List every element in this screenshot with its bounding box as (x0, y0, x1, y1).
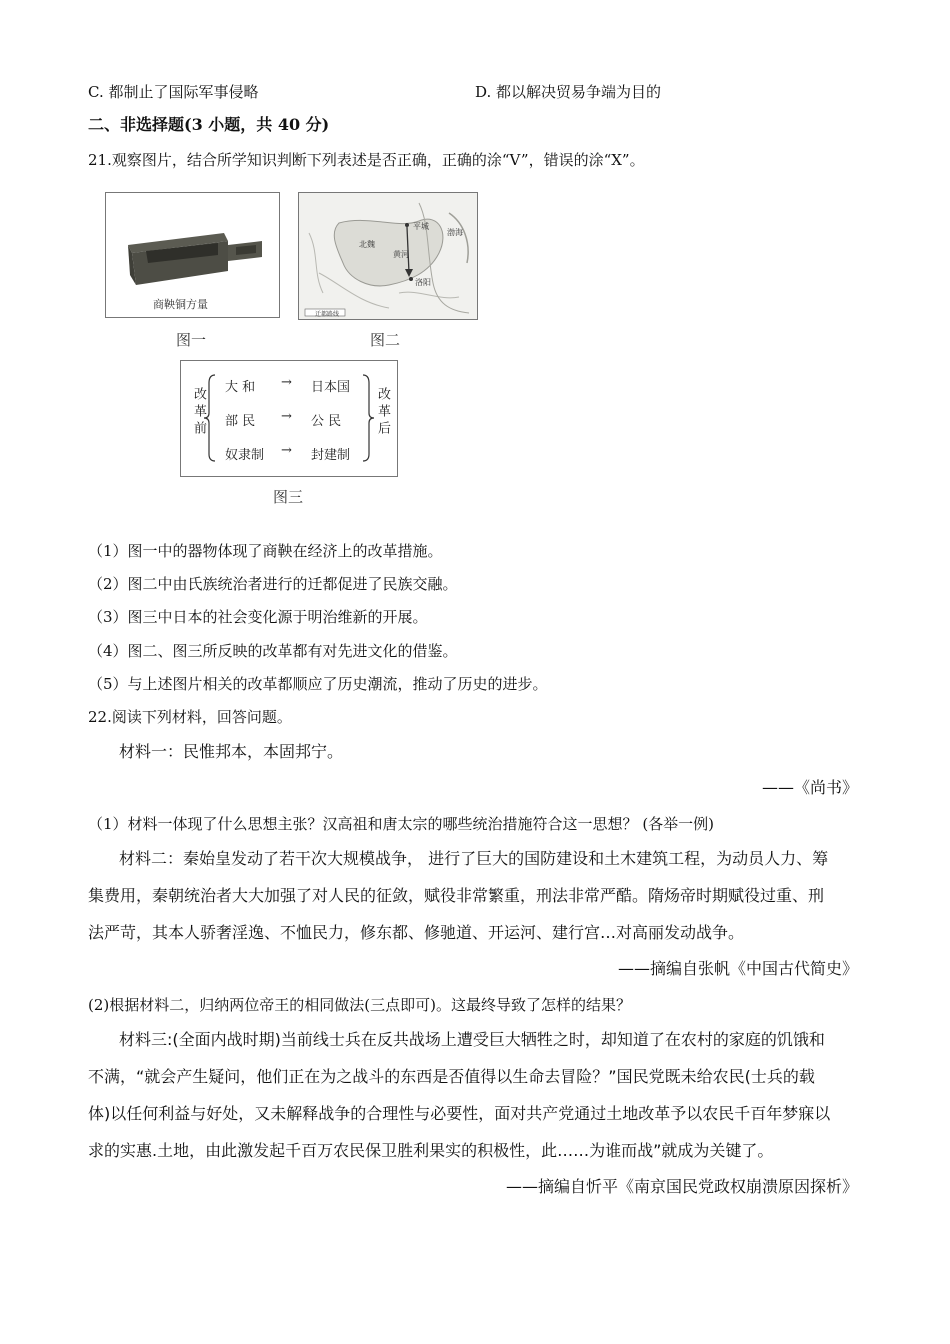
question-21-item-1: （1）图一中的器物体现了商鞅在经济上的改革措施。 (88, 542, 443, 560)
figure-1-label: 图一 (176, 331, 207, 349)
material-3-line-3: 体)以任何利益与好处，又未解释战争的合理性与必要性，面对共产党通过土地改革予以农民千百年梦寐以 (88, 1104, 831, 1123)
question-21-stem: 21.观察图片，结合所学知识判断下列表述是否正确，正确的涂“V”，错误的涂“X”。 (88, 151, 645, 169)
figure-3-before-label: 改革前 (191, 387, 206, 438)
material-1: 材料一：民惟邦本，本固邦宁。 (119, 742, 344, 761)
figure-3-row-1-to: 日本国 (311, 380, 351, 395)
material-3-line-2: 不满，“就会产生疑问，他们正在为之战斗的东西是否值得以生命去冒险？”国民党既未给农民(士兵的载 (88, 1067, 815, 1086)
material-1-source: ——《尚书》 (761, 778, 858, 797)
material-2-line-2: 集费用，秦朝统治者大大加强了对人民的征敛，赋役非常繁重，刑法非常严酷。隋炀帝时期赋役过重、刑 (88, 886, 825, 905)
material-3-line-4: 求的实惠.土地，由此激发起千百万农民保卫胜利果实的积极性，此……为谁而战”就成为关键了。 (88, 1141, 774, 1160)
option-c: C. 都制止了国际军事侵略 (88, 83, 259, 101)
figure-3-after-label: 改革后 (375, 387, 390, 438)
material-2-line-1: 材料二：秦始皇发动了若干次大规模战争， 进行了巨大的国防建设和土木建筑工程，为动员人力、筹 (119, 849, 829, 868)
figure-3-row-2-from: 部 民 (225, 414, 256, 429)
figure-3-row-3-from: 奴隶制 (225, 448, 265, 463)
question-22-stem: 22.阅读下列材料，回答问题。 (88, 708, 292, 726)
figure-3-row-2-arrow: → (281, 409, 292, 424)
option-d: D. 都以解决贸易争端为目的 (475, 83, 662, 101)
figure-3-diagram (180, 360, 398, 477)
material-2-line-3: 法严苛，其本人骄奢淫逸、不恤民力，修东都、修驰道、开运河、建行宫…对高丽发动战争。 (88, 923, 745, 942)
figure-2-map (298, 192, 478, 320)
figure-3-label: 图三 (273, 488, 304, 506)
question-22-part-2: (2)根据材料二，归纳两位帝王的相同做法(三点即可)。这最终导致了怎样的结果？ (88, 996, 631, 1014)
material-3-source: ——摘编自忻平《南京国民党政权崩溃原因探析》 (505, 1177, 858, 1196)
question-21-item-3: （3）图三中日本的社会变化源于明治维新的开展。 (88, 608, 428, 626)
map-label-yellow-river: 黄河 (393, 250, 409, 259)
map-label-beiwei: 北魏 (359, 240, 375, 249)
figure-3-row-2-to: 公 民 (311, 414, 342, 429)
relocation-map (299, 193, 477, 319)
question-21-item-4: （4）图二、图三所反映的改革都有对先进文化的借鉴。 (88, 642, 458, 660)
material-3-line-1: 材料三:(全面内战时期)当前线士兵在反共战场上遭受巨大牺牲之时，却知道了在农村的家庭的饥饿和 (119, 1030, 825, 1049)
figure-1-caption: 商鞅铜方量 (153, 298, 208, 311)
figure-3-row-3-to: 封建制 (311, 448, 351, 463)
figure-3-row-3-arrow: → (281, 443, 292, 458)
section-title: 二、非选择题(3 小题，共 40 分) (88, 115, 330, 134)
figure-3-row-1-arrow: → (281, 375, 292, 390)
map-label-bohai: 渤海 (447, 228, 463, 237)
map-label-luoyang: 洛阳 (415, 278, 431, 287)
question-21-item-5: （5）与上述图片相关的改革都顺应了历史潮流，推动了历史的进步。 (88, 675, 548, 693)
material-2-source: ——摘编自张帆《中国古代简史》 (617, 959, 858, 978)
figure-1-bronze-measure (105, 192, 280, 318)
map-legend: 迁都路线 (315, 311, 340, 318)
figure-3-row-1-from: 大 和 (225, 380, 256, 395)
figure-2-label: 图二 (370, 331, 401, 349)
question-22-part-1: （1）材料一体现了什么思想主张？汉高祖和唐太宗的哪些统治措施符合这一思想？ (各举一例) (88, 815, 715, 833)
question-21-item-2: （2）图二中由氏族统治者进行的迁都促进了民族交融。 (88, 575, 458, 593)
map-label-pingcheng: 平城 (413, 222, 429, 231)
